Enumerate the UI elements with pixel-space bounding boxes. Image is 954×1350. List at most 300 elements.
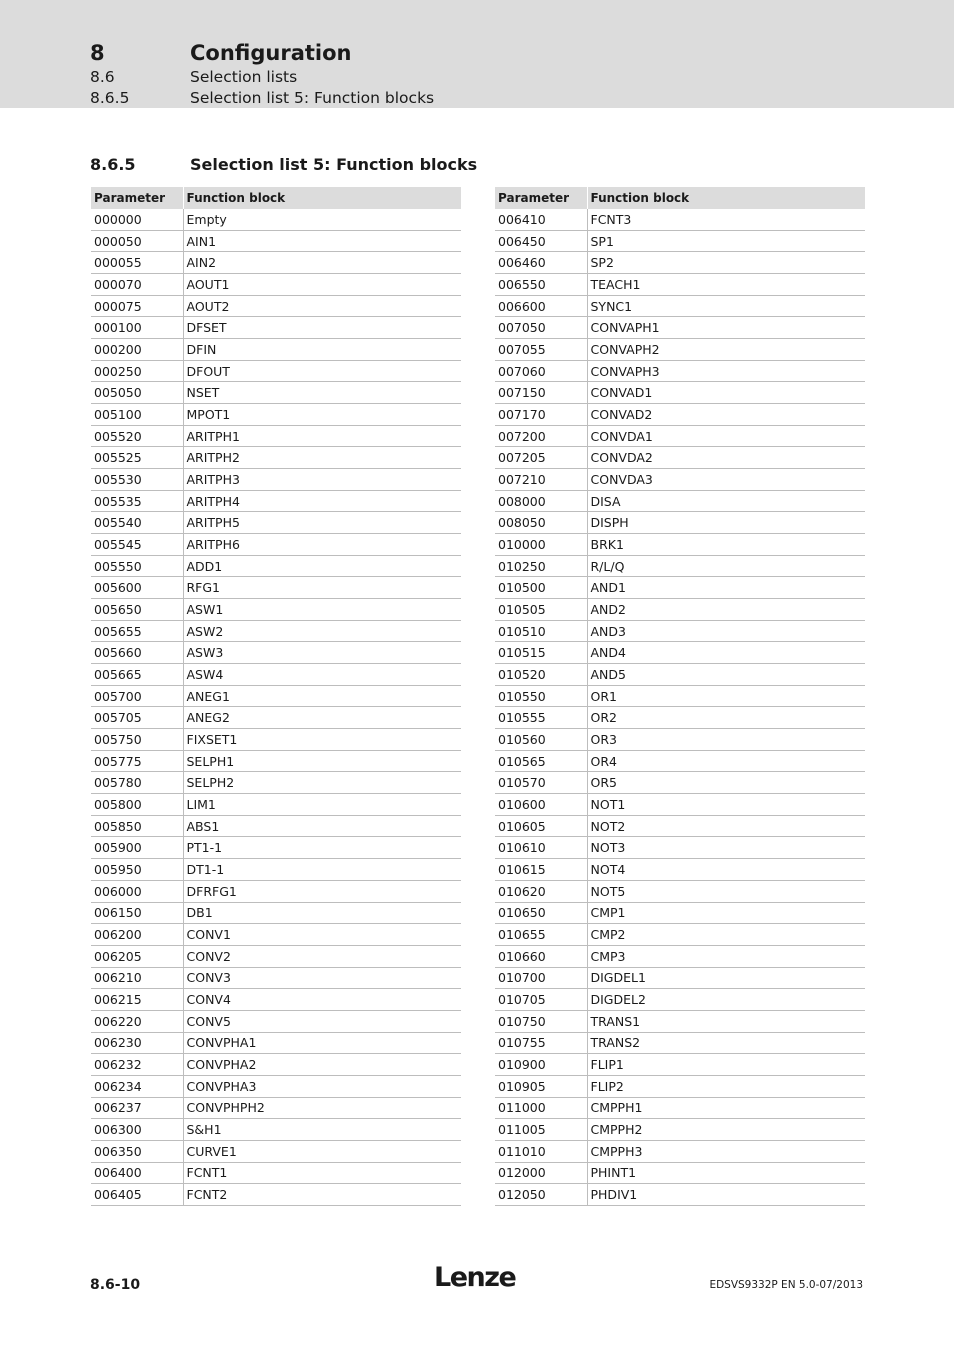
function-block-cell: ASW4 bbox=[183, 664, 461, 686]
section-title: Selection lists bbox=[190, 68, 298, 86]
function-block-cell: CONVPHA1 bbox=[183, 1032, 461, 1054]
function-block-cell: FCNT2 bbox=[183, 1184, 461, 1206]
table-row bbox=[91, 425, 461, 447]
function-block-cell: R/L/Q bbox=[587, 555, 865, 577]
parameter-cell: 010550 bbox=[495, 685, 587, 707]
parameter-cell: 006550 bbox=[495, 274, 587, 296]
parameter-cell: 010250 bbox=[495, 555, 587, 577]
table-row bbox=[495, 274, 865, 296]
function-block-cell: CMP2 bbox=[587, 924, 865, 946]
parameter-cell: 006150 bbox=[91, 902, 183, 924]
parameter-cell: 005705 bbox=[91, 707, 183, 729]
parameter-cell: 006460 bbox=[495, 252, 587, 274]
parameter-cell: 006215 bbox=[91, 989, 183, 1011]
subsection-heading bbox=[90, 89, 434, 107]
function-block-cell: FIXSET1 bbox=[183, 729, 461, 751]
parameter-cell: 010905 bbox=[495, 1075, 587, 1097]
table-row bbox=[91, 1075, 461, 1097]
parameter-cell: 010655 bbox=[495, 924, 587, 946]
table-row bbox=[91, 642, 461, 664]
function-block-cell: ARITPH5 bbox=[183, 512, 461, 534]
parameter-cell: 010705 bbox=[495, 989, 587, 1011]
table-row bbox=[91, 360, 461, 382]
parameter-cell: 006350 bbox=[91, 1140, 183, 1162]
function-block-cell: OR3 bbox=[587, 729, 865, 751]
chapter-number: 8 bbox=[90, 41, 105, 65]
table-row bbox=[91, 469, 461, 491]
table-row bbox=[91, 1097, 461, 1119]
table-header-row bbox=[91, 187, 461, 209]
parameter-cell: 012050 bbox=[495, 1184, 587, 1206]
parameter-cell: 007060 bbox=[495, 360, 587, 382]
parameter-cell: 005100 bbox=[91, 404, 183, 426]
parameter-cell: 006410 bbox=[495, 209, 587, 230]
table-row bbox=[495, 555, 865, 577]
parameter-cell: 010555 bbox=[495, 707, 587, 729]
table-row bbox=[91, 274, 461, 296]
function-block-cell: Empty bbox=[183, 209, 461, 230]
function-block-cell: AND1 bbox=[587, 577, 865, 599]
function-block-cell: OR5 bbox=[587, 772, 865, 794]
parameter-cell: 006237 bbox=[91, 1097, 183, 1119]
table-row bbox=[495, 989, 865, 1011]
parameter-cell: 010700 bbox=[495, 967, 587, 989]
table-row bbox=[495, 1162, 865, 1184]
parameter-cell: 006205 bbox=[91, 945, 183, 967]
table-row bbox=[91, 577, 461, 599]
table-row bbox=[495, 469, 865, 491]
parameter-cell: 006200 bbox=[91, 924, 183, 946]
table-row bbox=[91, 880, 461, 902]
parameter-cell: 010515 bbox=[495, 642, 587, 664]
parameter-cell: 005545 bbox=[91, 534, 183, 556]
table-row bbox=[495, 924, 865, 946]
table-row bbox=[495, 664, 865, 686]
table-row bbox=[495, 599, 865, 621]
function-block-cell: ASW2 bbox=[183, 620, 461, 642]
table-row bbox=[91, 1010, 461, 1032]
table-row bbox=[91, 490, 461, 512]
table-row bbox=[91, 707, 461, 729]
function-block-cell: OR2 bbox=[587, 707, 865, 729]
column-header-function-block: Function block bbox=[183, 187, 461, 209]
table-row bbox=[91, 555, 461, 577]
parameter-cell: 010620 bbox=[495, 880, 587, 902]
parameter-cell: 006405 bbox=[91, 1184, 183, 1206]
table-row bbox=[495, 859, 865, 881]
table-row bbox=[91, 620, 461, 642]
parameter-cell: 011010 bbox=[495, 1140, 587, 1162]
parameter-cell: 006210 bbox=[91, 967, 183, 989]
table-row bbox=[495, 729, 865, 751]
table-row bbox=[91, 729, 461, 751]
parameter-cell: 006400 bbox=[91, 1162, 183, 1184]
table-row bbox=[91, 750, 461, 772]
subsection-title: Selection list 5: Function blocks bbox=[190, 89, 435, 107]
parameter-cell: 010750 bbox=[495, 1010, 587, 1032]
table-row bbox=[91, 794, 461, 816]
parameter-cell: 010660 bbox=[495, 945, 587, 967]
table-row bbox=[495, 360, 865, 382]
parameter-cell: 010000 bbox=[495, 534, 587, 556]
table-row bbox=[495, 815, 865, 837]
table-row bbox=[91, 230, 461, 252]
function-block-cell: DIGDEL2 bbox=[587, 989, 865, 1011]
function-block-cell: ANEG1 bbox=[183, 685, 461, 707]
parameter-cell: 005550 bbox=[91, 555, 183, 577]
parameter-cell: 005775 bbox=[91, 750, 183, 772]
table-header-row bbox=[495, 187, 865, 209]
table-row bbox=[495, 772, 865, 794]
parameter-cell: 005520 bbox=[91, 425, 183, 447]
parameter-cell: 005535 bbox=[91, 490, 183, 512]
table-row bbox=[91, 945, 461, 967]
table-row bbox=[91, 837, 461, 859]
page-title-text: Selection list 5: Function blocks bbox=[190, 155, 478, 174]
parameter-cell: 010610 bbox=[495, 837, 587, 859]
parameter-cell: 010520 bbox=[495, 664, 587, 686]
table-row bbox=[91, 447, 461, 469]
parameter-cell: 006450 bbox=[495, 230, 587, 252]
table-row bbox=[91, 859, 461, 881]
table-row bbox=[495, 534, 865, 556]
parameter-cell: 005660 bbox=[91, 642, 183, 664]
parameter-cell: 005655 bbox=[91, 620, 183, 642]
table-row bbox=[495, 252, 865, 274]
parameter-cell: 010900 bbox=[495, 1054, 587, 1076]
function-block-cell: DT1-1 bbox=[183, 859, 461, 881]
table-row bbox=[495, 902, 865, 924]
section-heading bbox=[90, 68, 297, 86]
parameter-cell: 012000 bbox=[495, 1162, 587, 1184]
function-block-cell: MPOT1 bbox=[183, 404, 461, 426]
function-block-cell: AOUT1 bbox=[183, 274, 461, 296]
function-block-cell: SELPH2 bbox=[183, 772, 461, 794]
page-number: 8.6-10 bbox=[90, 1277, 141, 1293]
parameter-cell: 010600 bbox=[495, 794, 587, 816]
table-row bbox=[91, 317, 461, 339]
table-row bbox=[495, 1097, 865, 1119]
function-block-cell: DIGDEL1 bbox=[587, 967, 865, 989]
table-row bbox=[495, 512, 865, 534]
table-row bbox=[91, 1140, 461, 1162]
parameter-cell: 005900 bbox=[91, 837, 183, 859]
parameter-cell: 000000 bbox=[91, 209, 183, 230]
table-row bbox=[91, 1184, 461, 1206]
function-block-cell: NSET bbox=[183, 382, 461, 404]
function-block-cell: DFOUT bbox=[183, 360, 461, 382]
function-block-cell: SP1 bbox=[587, 230, 865, 252]
page-title bbox=[90, 155, 477, 174]
function-block-cell: DFIN bbox=[183, 339, 461, 361]
parameter-cell: 005530 bbox=[91, 469, 183, 491]
parameter-cell: 006600 bbox=[495, 295, 587, 317]
function-block-cell: CONVAPH3 bbox=[587, 360, 865, 382]
function-block-cell: CONVAPH1 bbox=[587, 317, 865, 339]
function-block-cell: CMPPH2 bbox=[587, 1119, 865, 1141]
table-row bbox=[495, 1032, 865, 1054]
function-block-cell: CONVPHA3 bbox=[183, 1075, 461, 1097]
table-row bbox=[91, 382, 461, 404]
function-block-cell: TEACH1 bbox=[587, 274, 865, 296]
table-row bbox=[91, 209, 461, 230]
table-row bbox=[495, 425, 865, 447]
function-block-cell: SP2 bbox=[587, 252, 865, 274]
function-block-cell: AIN2 bbox=[183, 252, 461, 274]
parameter-cell: 005800 bbox=[91, 794, 183, 816]
table-row bbox=[495, 1119, 865, 1141]
column-header-parameter: Parameter bbox=[495, 187, 587, 209]
parameter-cell: 006234 bbox=[91, 1075, 183, 1097]
parameter-cell: 010570 bbox=[495, 772, 587, 794]
parameter-cell: 007150 bbox=[495, 382, 587, 404]
table-row bbox=[495, 230, 865, 252]
table-row bbox=[91, 967, 461, 989]
table-row bbox=[495, 317, 865, 339]
parameter-cell: 006300 bbox=[91, 1119, 183, 1141]
parameter-cell: 000075 bbox=[91, 295, 183, 317]
table-row bbox=[495, 490, 865, 512]
parameter-cell: 010505 bbox=[495, 599, 587, 621]
function-block-cell: CMP3 bbox=[587, 945, 865, 967]
function-block-cell: DB1 bbox=[183, 902, 461, 924]
function-block-cell: CONVDA3 bbox=[587, 469, 865, 491]
parameter-cell: 005750 bbox=[91, 729, 183, 751]
function-block-cell: ASW1 bbox=[183, 599, 461, 621]
parameter-cell: 010615 bbox=[495, 859, 587, 881]
subsection-number: 8.6.5 bbox=[90, 89, 130, 107]
function-block-cell: CONVDA2 bbox=[587, 447, 865, 469]
parameter-cell: 010510 bbox=[495, 620, 587, 642]
table-row bbox=[91, 772, 461, 794]
table-row bbox=[91, 1162, 461, 1184]
function-block-cell: CONV2 bbox=[183, 945, 461, 967]
function-block-cell: ABS1 bbox=[183, 815, 461, 837]
function-block-cell: CONVDA1 bbox=[587, 425, 865, 447]
table-row bbox=[91, 404, 461, 426]
parameter-cell: 010565 bbox=[495, 750, 587, 772]
function-block-cell: CONV3 bbox=[183, 967, 461, 989]
parameter-cell: 005665 bbox=[91, 664, 183, 686]
table-row bbox=[495, 967, 865, 989]
function-block-cell: CONVPHPH2 bbox=[183, 1097, 461, 1119]
function-block-cell: TRANS2 bbox=[587, 1032, 865, 1054]
parameter-cell: 010560 bbox=[495, 729, 587, 751]
function-block-cell: CURVE1 bbox=[183, 1140, 461, 1162]
table-row bbox=[495, 447, 865, 469]
parameter-cell: 005525 bbox=[91, 447, 183, 469]
function-block-cell: AOUT2 bbox=[183, 295, 461, 317]
parameter-cell: 005780 bbox=[91, 772, 183, 794]
parameter-cell: 000070 bbox=[91, 274, 183, 296]
function-block-cell: PHDIV1 bbox=[587, 1184, 865, 1206]
function-block-cell: CMPPH1 bbox=[587, 1097, 865, 1119]
table-row bbox=[91, 252, 461, 274]
table-row bbox=[495, 750, 865, 772]
table-row bbox=[91, 599, 461, 621]
chapter-heading bbox=[90, 41, 351, 65]
function-block-cell: DISA bbox=[587, 490, 865, 512]
function-block-cell: AND2 bbox=[587, 599, 865, 621]
parameter-cell: 008000 bbox=[495, 490, 587, 512]
parameter-cell: 010500 bbox=[495, 577, 587, 599]
column-header-parameter: Parameter bbox=[91, 187, 183, 209]
function-block-table-left bbox=[91, 187, 461, 1206]
function-block-cell: RFG1 bbox=[183, 577, 461, 599]
function-block-cell: CONV5 bbox=[183, 1010, 461, 1032]
parameter-cell: 000050 bbox=[91, 230, 183, 252]
function-block-cell: OR4 bbox=[587, 750, 865, 772]
table-row bbox=[495, 685, 865, 707]
function-block-cell: CMPPH3 bbox=[587, 1140, 865, 1162]
function-block-cell: NOT4 bbox=[587, 859, 865, 881]
table-row bbox=[495, 1010, 865, 1032]
table-row bbox=[495, 620, 865, 642]
table-row bbox=[91, 512, 461, 534]
parameter-cell: 010650 bbox=[495, 902, 587, 924]
lenze-logo: Lenze bbox=[434, 1262, 516, 1293]
table-row bbox=[91, 1054, 461, 1076]
table-row bbox=[91, 295, 461, 317]
function-block-cell: ADD1 bbox=[183, 555, 461, 577]
table-row bbox=[91, 989, 461, 1011]
table-row bbox=[495, 945, 865, 967]
function-block-cell: DFRFG1 bbox=[183, 880, 461, 902]
parameter-cell: 007205 bbox=[495, 447, 587, 469]
function-block-cell: NOT2 bbox=[587, 815, 865, 837]
parameter-cell: 007200 bbox=[495, 425, 587, 447]
parameter-cell: 000200 bbox=[91, 339, 183, 361]
parameter-cell: 007210 bbox=[495, 469, 587, 491]
parameter-cell: 006220 bbox=[91, 1010, 183, 1032]
document-id: EDSVS9332P EN 5.0-07/2013 bbox=[709, 1279, 863, 1291]
function-block-cell: CONVAD1 bbox=[587, 382, 865, 404]
function-block-cell: CONV4 bbox=[183, 989, 461, 1011]
function-block-cell: CONVAD2 bbox=[587, 404, 865, 426]
table-row bbox=[91, 664, 461, 686]
table-row bbox=[91, 685, 461, 707]
table-row bbox=[495, 880, 865, 902]
function-block-cell: AND5 bbox=[587, 664, 865, 686]
function-block-cell: CONV1 bbox=[183, 924, 461, 946]
function-block-cell: AND3 bbox=[587, 620, 865, 642]
parameter-cell: 006232 bbox=[91, 1054, 183, 1076]
parameter-cell: 006230 bbox=[91, 1032, 183, 1054]
table-row bbox=[495, 1184, 865, 1206]
function-block-cell: CMP1 bbox=[587, 902, 865, 924]
function-block-cell: DFSET bbox=[183, 317, 461, 339]
table-row bbox=[91, 924, 461, 946]
parameter-cell: 005650 bbox=[91, 599, 183, 621]
function-block-cell: ARITPH2 bbox=[183, 447, 461, 469]
function-block-cell: ARITPH3 bbox=[183, 469, 461, 491]
parameter-cell: 010605 bbox=[495, 815, 587, 837]
section-number: 8.6 bbox=[90, 68, 115, 86]
function-block-cell: AND4 bbox=[587, 642, 865, 664]
parameter-cell: 005700 bbox=[91, 685, 183, 707]
table-row bbox=[495, 1075, 865, 1097]
page-title-number: 8.6.5 bbox=[90, 155, 136, 174]
table-row bbox=[495, 707, 865, 729]
parameter-cell: 005850 bbox=[91, 815, 183, 837]
function-block-cell: PHINT1 bbox=[587, 1162, 865, 1184]
parameter-cell: 007055 bbox=[495, 339, 587, 361]
function-block-cell: NOT5 bbox=[587, 880, 865, 902]
parameter-cell: 008050 bbox=[495, 512, 587, 534]
function-block-cell: NOT3 bbox=[587, 837, 865, 859]
parameter-cell: 005050 bbox=[91, 382, 183, 404]
parameter-cell: 010755 bbox=[495, 1032, 587, 1054]
table-row bbox=[495, 837, 865, 859]
function-block-cell: FCNT3 bbox=[587, 209, 865, 230]
function-block-cell: ARITPH6 bbox=[183, 534, 461, 556]
function-block-cell: ANEG2 bbox=[183, 707, 461, 729]
parameter-cell: 005540 bbox=[91, 512, 183, 534]
table-row bbox=[91, 815, 461, 837]
table-row bbox=[91, 339, 461, 361]
function-block-cell: FCNT1 bbox=[183, 1162, 461, 1184]
function-block-cell: BRK1 bbox=[587, 534, 865, 556]
table-row bbox=[495, 577, 865, 599]
parameter-cell: 000250 bbox=[91, 360, 183, 382]
table-row bbox=[495, 382, 865, 404]
function-block-cell: SYNC1 bbox=[587, 295, 865, 317]
function-block-cell: PT1-1 bbox=[183, 837, 461, 859]
table-body bbox=[91, 209, 461, 1205]
table-row bbox=[495, 339, 865, 361]
parameter-cell: 011005 bbox=[495, 1119, 587, 1141]
column-header-function-block: Function block bbox=[587, 187, 865, 209]
function-block-cell: ARITPH1 bbox=[183, 425, 461, 447]
function-block-cell: ASW3 bbox=[183, 642, 461, 664]
function-block-cell: OR1 bbox=[587, 685, 865, 707]
table-row bbox=[91, 1032, 461, 1054]
function-block-cell: NOT1 bbox=[587, 794, 865, 816]
table-row bbox=[495, 1140, 865, 1162]
table-row bbox=[91, 534, 461, 556]
function-block-cell: S&H1 bbox=[183, 1119, 461, 1141]
function-block-table-right bbox=[495, 187, 865, 1206]
parameter-cell: 007170 bbox=[495, 404, 587, 426]
function-block-cell: LIM1 bbox=[183, 794, 461, 816]
parameter-cell: 005600 bbox=[91, 577, 183, 599]
chapter-title: Configuration bbox=[190, 41, 352, 65]
table-row bbox=[495, 209, 865, 230]
table-body bbox=[495, 209, 865, 1205]
function-block-cell: FLIP2 bbox=[587, 1075, 865, 1097]
function-block-cell: CONVAPH2 bbox=[587, 339, 865, 361]
table-row bbox=[495, 295, 865, 317]
table-row bbox=[91, 1119, 461, 1141]
parameter-cell: 005950 bbox=[91, 859, 183, 881]
table-row bbox=[495, 794, 865, 816]
parameter-cell: 006000 bbox=[91, 880, 183, 902]
function-block-cell: SELPH1 bbox=[183, 750, 461, 772]
parameter-cell: 011000 bbox=[495, 1097, 587, 1119]
function-block-cell: ARITPH4 bbox=[183, 490, 461, 512]
parameter-cell: 000055 bbox=[91, 252, 183, 274]
function-block-cell: CONVPHA2 bbox=[183, 1054, 461, 1076]
table-row bbox=[495, 404, 865, 426]
parameter-cell: 007050 bbox=[495, 317, 587, 339]
function-block-cell: TRANS1 bbox=[587, 1010, 865, 1032]
table-row bbox=[91, 902, 461, 924]
function-block-cell: DISPH bbox=[587, 512, 865, 534]
table-row bbox=[495, 642, 865, 664]
table-row bbox=[495, 1054, 865, 1076]
parameter-cell: 000100 bbox=[91, 317, 183, 339]
function-block-cell: AIN1 bbox=[183, 230, 461, 252]
